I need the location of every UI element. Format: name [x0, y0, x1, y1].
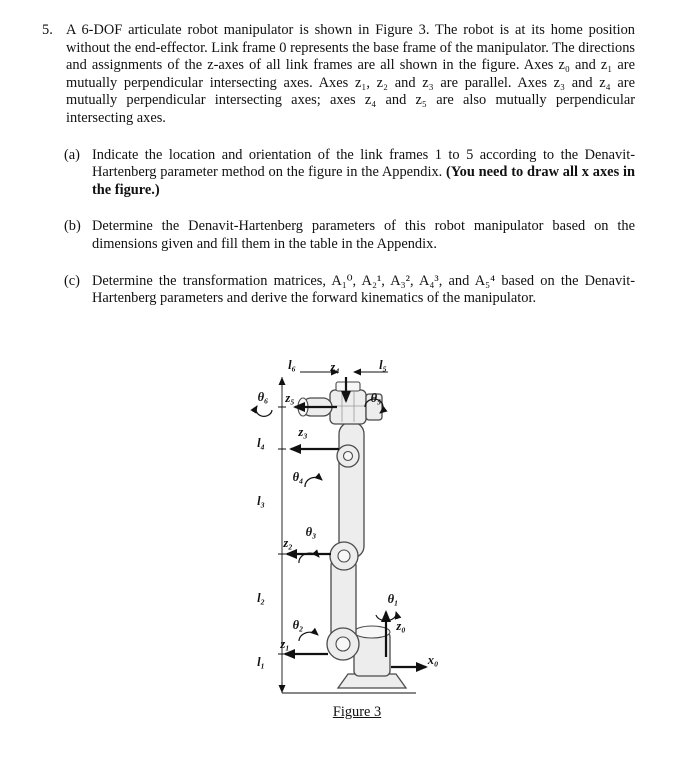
- part-a: [64, 147, 635, 200]
- label-theta1: θ₁: [387, 591, 399, 606]
- label-x0: x₀: [427, 652, 439, 667]
- label-theta4: θ₄: [292, 469, 304, 484]
- label-z5: z₅: [285, 390, 295, 405]
- part-b: [64, 218, 635, 253]
- theta2-rotation-arrow: [299, 632, 318, 641]
- problem-text: A 6-DOF articulate robot manipulator is shown in Figure 3. The robot is at its home position without the end-effector. Link frame 0 represents the base frame of the manipulator. The directions and assignments of the z-axes of all link frames are all shown in the figure. Axes z₀ and z₁ are mutually perpendicular intersecting axes. Axes z₁, z₂ and z₃ are parallel. Axes z₃ and z₄ are mutually perpendicular intersecting axes; axes z₄ and z₅ are also mutually perpendicular intersecting axes.: [66, 22, 635, 126]
- part-c: [64, 273, 635, 308]
- figure-caption-text: Figure 3: [332, 703, 382, 720]
- part-a-text-normal: Indicate the location and orientation of the link frames 1 to 5 according to the Denavit-Hartenberg parameter method on the figure in the Appendix.: [92, 146, 635, 181]
- label-theta3: θ₃: [305, 524, 317, 539]
- label-z0: z₀: [396, 618, 406, 633]
- part-a-text: [92, 147, 635, 200]
- part-a-label: (a): [64, 146, 80, 163]
- part-c-label: (c): [64, 272, 80, 289]
- joint-rotation-arrows: [256, 399, 396, 641]
- figure-3: [42, 352, 635, 700]
- label-z3: z₃: [298, 424, 308, 439]
- problem-statement: [42, 22, 635, 128]
- label-theta2: θ₂: [292, 617, 304, 632]
- figure-caption: [242, 704, 472, 721]
- part-b-label: (b): [64, 218, 81, 235]
- label-l4: l₄: [257, 435, 265, 450]
- label-theta6: θ₆: [257, 389, 269, 404]
- theta4-rotation-arrow: [305, 477, 322, 487]
- label-l1: l₁: [257, 654, 265, 669]
- label-z1: z₁: [280, 636, 290, 651]
- label-l2: l₂: [257, 590, 265, 605]
- label-z2: z₂: [283, 535, 293, 550]
- label-theta5: θ₅: [370, 390, 382, 405]
- label-l3: l₃: [257, 493, 265, 508]
- label-l5: l₅: [379, 357, 387, 372]
- label-z4: z₄: [330, 359, 340, 374]
- label-l6: l₆: [288, 357, 296, 372]
- robot-figure-drawing: [242, 356, 472, 700]
- part-c-text: Determine the transformation matrices, A₁⁰, A₂¹, A₃², A₄³, and A₅⁴ based on the Denavit-Hartenberg parameters and derive the forward kinematics of the manipulator.: [92, 272, 635, 307]
- theta6-rotation-arrow: [256, 406, 272, 416]
- problem-number: 5.: [42, 22, 53, 38]
- part-a-text-bold: (You need to draw all x axes in the figure.): [92, 164, 635, 198]
- part-b-text: Determine the Denavit-Hartenberg parameters of this robot manipulator based on the dimensions given and fill them in the table in the Appendix.: [92, 218, 635, 252]
